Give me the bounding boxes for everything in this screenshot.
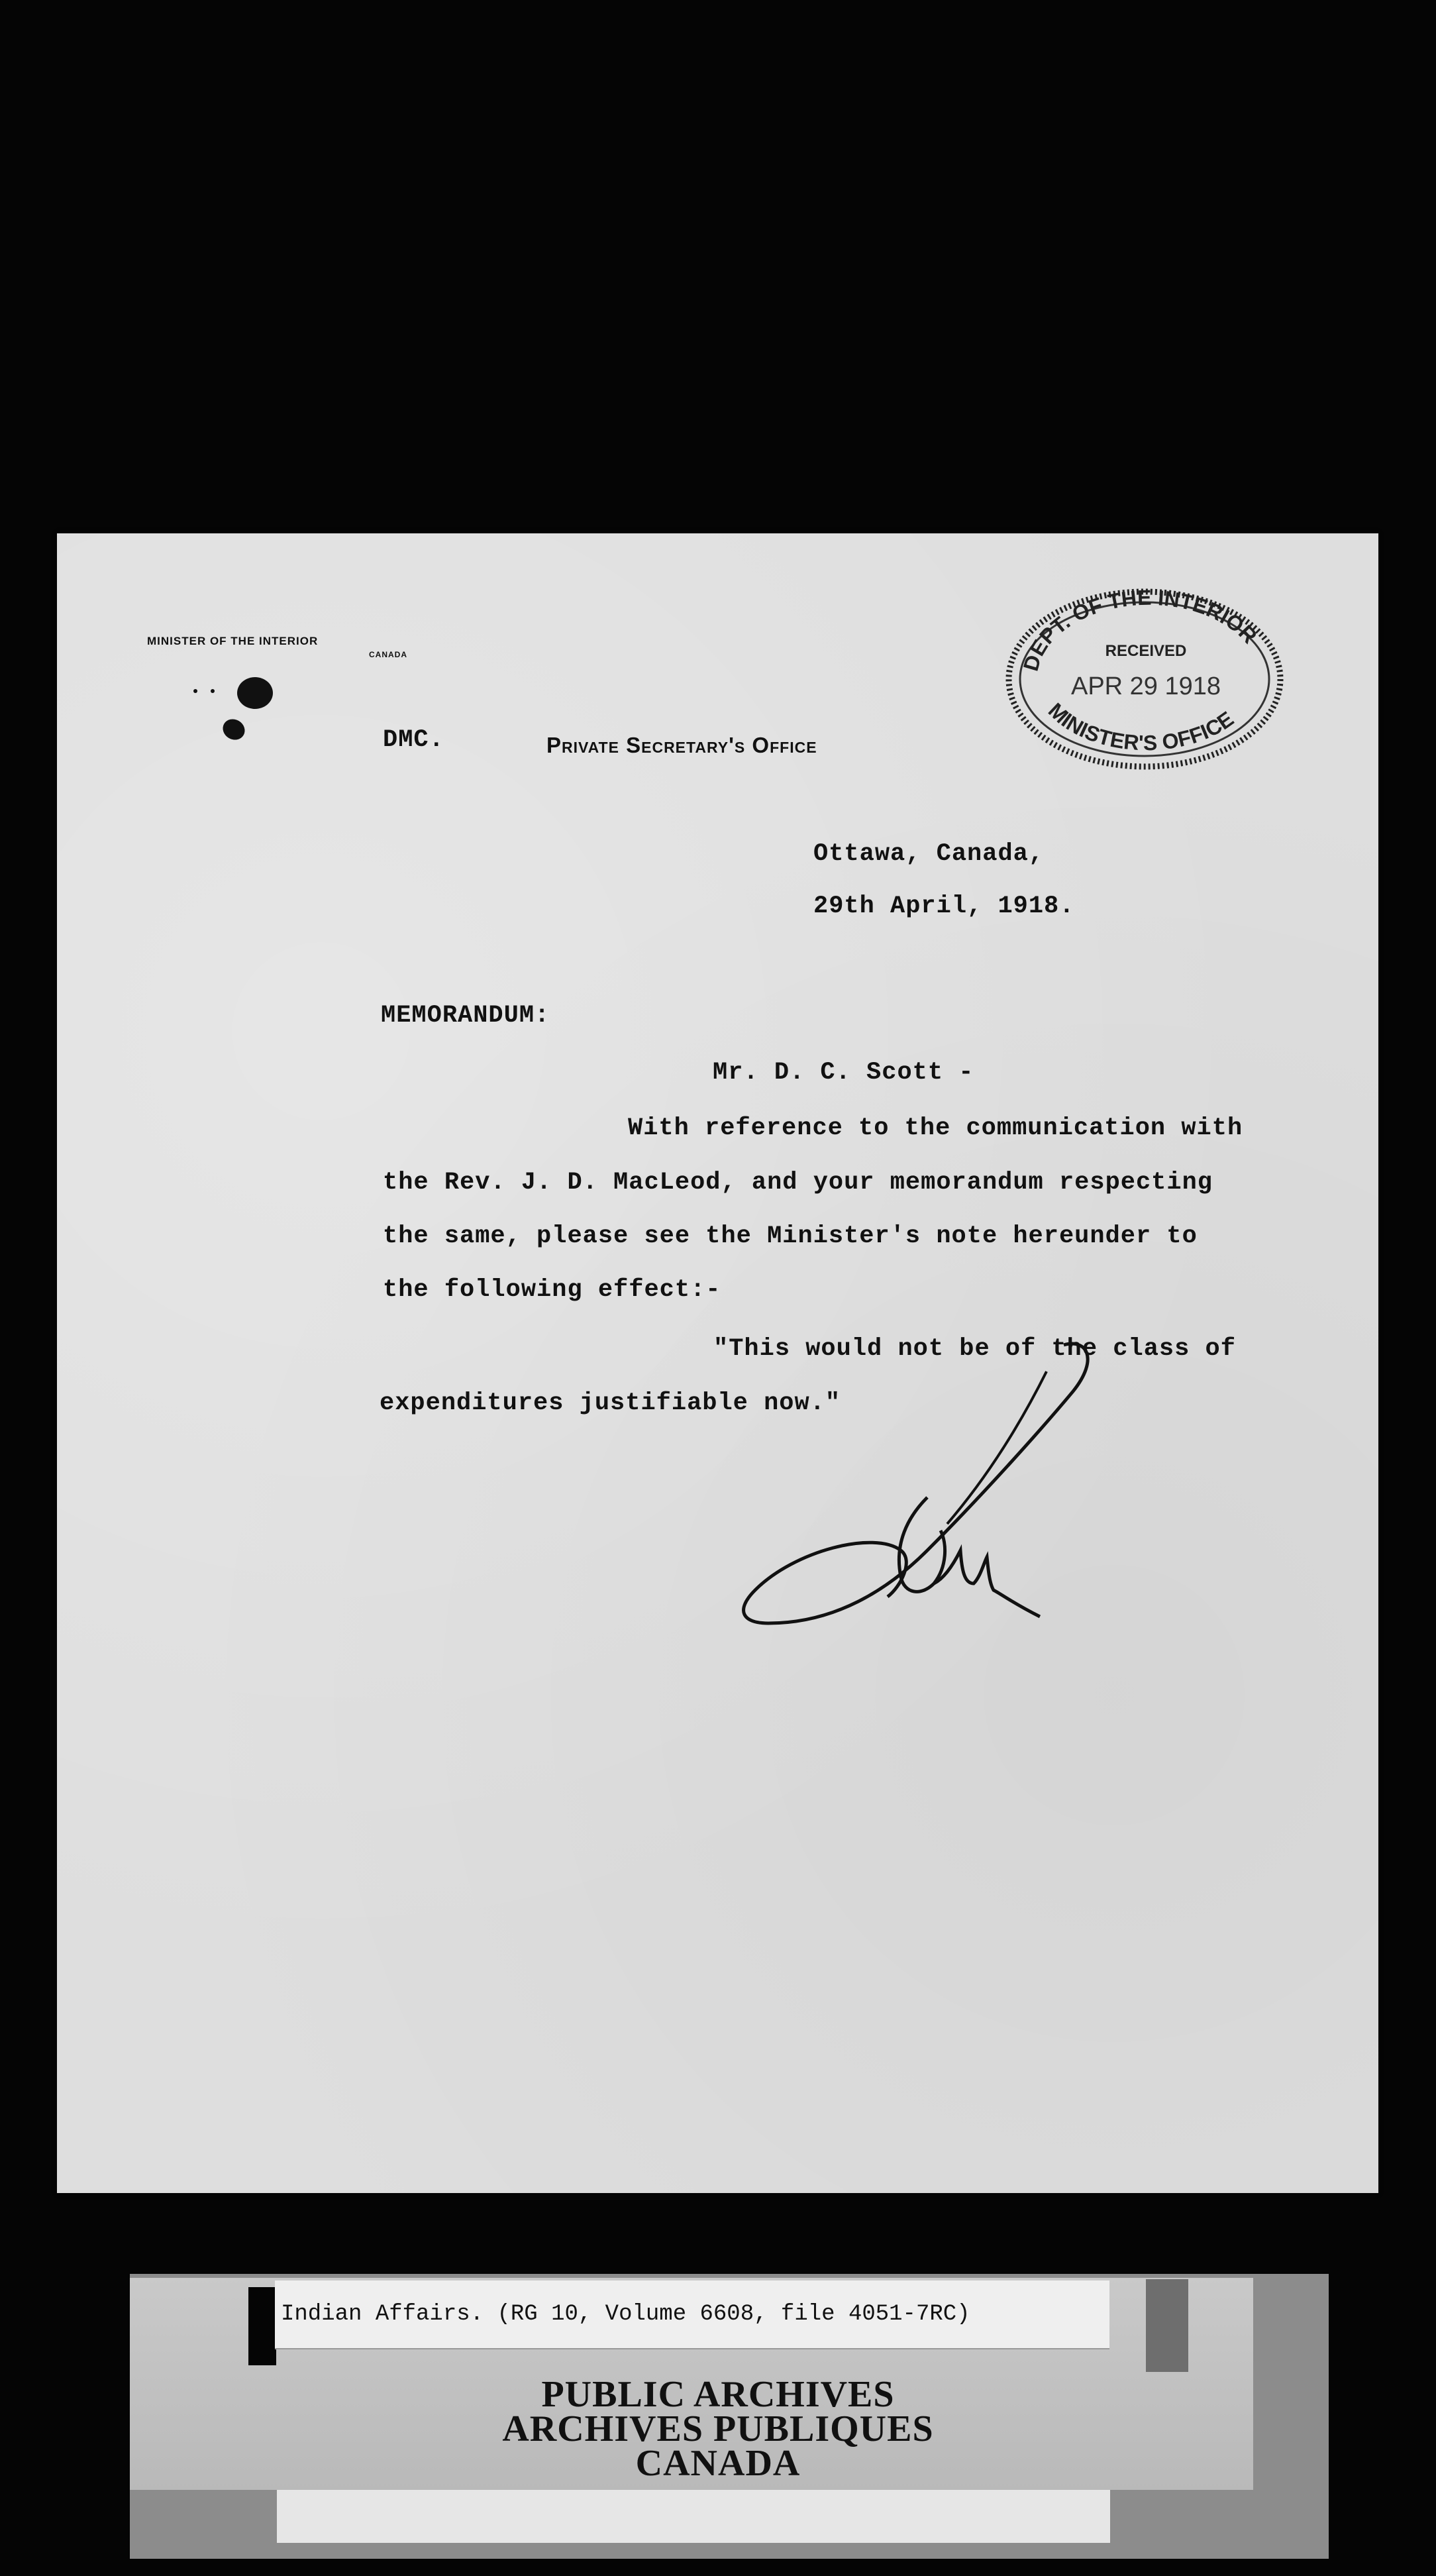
received-stamp	[999, 583, 1290, 775]
ink-blot	[237, 677, 273, 709]
archive-reference: Indian Affairs. (RG 10, Volume 6608, file 4051-7RC)	[281, 2302, 970, 2327]
svg-text:DEPT. OF THE INTERIOR	[1019, 586, 1262, 674]
stamp-received-text: RECEIVED	[1105, 642, 1187, 660]
stamp-date: APR 29 1918	[1070, 672, 1221, 700]
date-line: 29th April, 1918.	[813, 892, 1075, 920]
svg-text:MINISTER'S OFFICE	[1044, 698, 1238, 755]
letterhead-country: CANADA	[369, 650, 407, 659]
handwritten-signature	[729, 1332, 1100, 1643]
ink-speck	[193, 689, 197, 693]
ink-speck	[211, 689, 215, 693]
stamp-top-text: DEPT. OF THE INTERIOR	[1018, 585, 1262, 674]
label-tab	[1146, 2279, 1188, 2372]
body-line: the same, please see the Minister's note hereunder to	[383, 1222, 1198, 1250]
addressee: Mr. D. C. Scott -	[713, 1059, 974, 1087]
archive-line-3: CANADA	[635, 2443, 801, 2484]
body-line: the following effect:-	[383, 1276, 721, 1304]
document-page	[57, 533, 1378, 2193]
label-tab	[248, 2287, 276, 2365]
letterhead-office: Private Secretary's Office	[546, 733, 817, 757]
body-line: the Rev. J. D. MacLeod, and your memorandum respecting	[383, 1169, 1213, 1197]
archive-line-2: ARCHIVES PUBLIQUES	[502, 2408, 934, 2449]
quote-line: "This would not be of the class of	[713, 1335, 1236, 1363]
label-bottom-strip	[277, 2490, 1110, 2543]
archive-line-1: PUBLIC ARCHIVES	[541, 2374, 895, 2415]
sender-initials: DMC.	[383, 726, 444, 754]
quote-line: expenditures justifiable now."	[380, 1389, 841, 1417]
body-line: With reference to the communication with	[628, 1114, 1243, 1142]
stamp-bottom-text: MINISTER'S OFFICE	[1043, 698, 1239, 755]
place-line: Ottawa, Canada,	[813, 840, 1045, 868]
memo-heading: MEMORANDUM:	[381, 1002, 550, 1030]
letterhead-minister: MINISTER OF THE INTERIOR	[147, 635, 319, 647]
